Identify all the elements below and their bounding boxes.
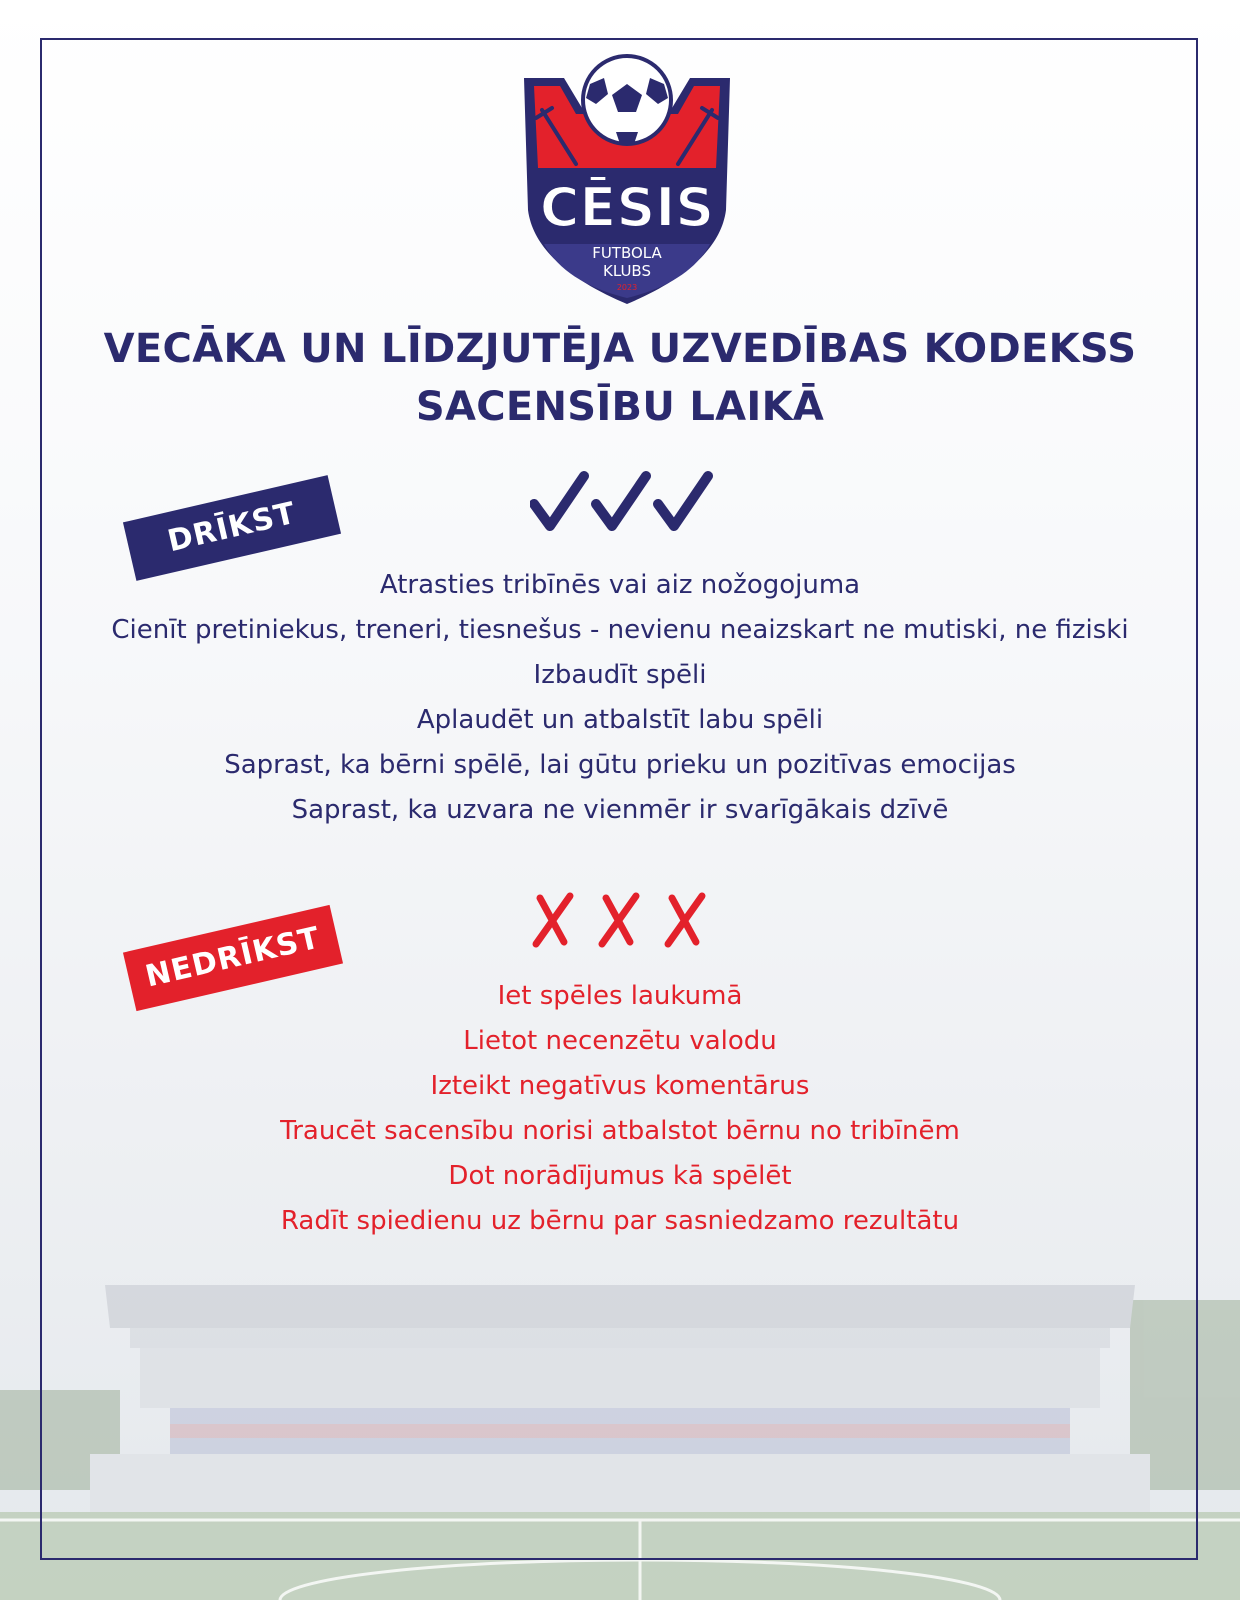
x-icon [602,896,636,944]
forbidden-item: Lietot necenzētu valodu [463,1026,777,1056]
club-line1: FUTBOLA [592,244,662,262]
allowed-item: Aplaudēt un atbalstīt labu spēli [416,705,824,735]
club-year: 2023 [616,283,638,292]
check-icons [530,470,720,540]
page-title [60,320,1180,436]
forbidden-item: Izteikt negatīvus komentārus [430,1071,810,1101]
title-line-2: SACENSĪBU LAIKĀ [415,384,825,430]
check-icon [596,476,646,526]
allowed-item: Cienīt pretiniekus, treneri, tiesnešus - nevienu neaizskart ne mutiski, ne fiziski [111,615,1129,645]
club-line2: KLUBS [603,262,651,280]
forbidden-tag: NEDRĪKST [123,905,343,1011]
check-icon [658,476,708,526]
x-icon [536,896,570,944]
forbidden-item: Iet spēles laukumā [497,981,743,1011]
check-icon [534,476,584,526]
allowed-tag: DRĪKST [123,475,341,581]
allowed-list [60,563,1180,833]
allowed-item: Saprast, ka uzvara ne vienmēr ir svarīgākais dzīvē [291,795,949,825]
club-logo [520,48,734,310]
allowed-item: Izbaudīt spēli [533,660,707,690]
forbidden-item: Dot norādījumus kā spēlēt [448,1161,792,1191]
forbidden-list [60,974,1180,1244]
x-icon [668,896,702,944]
allowed-item: Saprast, ka bērni spēlē, lai gūtu prieku un pozitīvas emocijas [224,750,1016,780]
x-icons [530,885,720,955]
forbidden-item: Traucēt sacensību norisi atbalstot bērnu no tribīnēm [280,1116,960,1146]
forbidden-item: Radīt spiedienu uz bērnu par sasniedzamo rezultātu [280,1206,960,1236]
allowed-item: Atrasties tribīnēs vai aiz nožogojuma [379,570,861,600]
club-name: CĒSIS [539,176,715,239]
title-line-1: VECĀKA UN LĪDZJUTĒJA UZVEDĪBAS KODEKSS [103,326,1137,372]
